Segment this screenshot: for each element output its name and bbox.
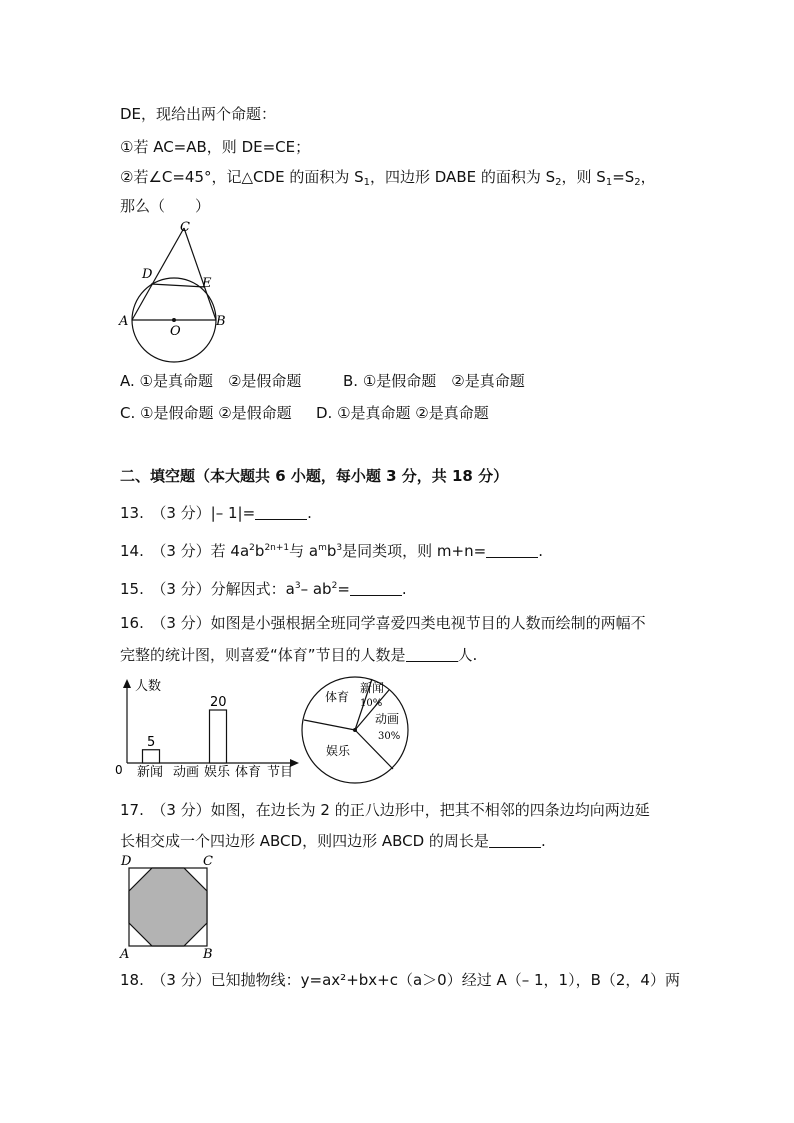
q15: 15. （3 分）分解因式：$a^3-$ $ab^2=$ .	[120, 580, 407, 598]
label-a: A	[119, 314, 129, 329]
bar-chart	[115, 675, 305, 780]
q18-line-1: 18. （3 分）已知抛物线：y=ax²+bx+c（a＞0）经过 A（– 1，1），B（2，4）两	[120, 971, 680, 989]
octagon	[129, 868, 207, 946]
q12-proposition-2: ②若∠C=45°，记△CDE 的面积为 $S_1$，四边形 DABE 的面积为 $S_2$，则 $S_1=S_2$，	[120, 168, 656, 188]
q17-line-2: 长相交成一个四边形 ABCD，则四边形 ABCD 的周长是 .	[120, 832, 546, 850]
section-heading: 二、填空题（本大题共 6 小题，每小题 3 分，共 18 分）	[120, 467, 509, 485]
bar	[210, 710, 227, 763]
center-o	[172, 318, 176, 322]
origin-label: 0	[115, 763, 123, 777]
q14: 14. （3 分）若 $4a^2b^{2n+1}$与 $a^mb^3$是同类项，则 m+n= .	[120, 542, 543, 560]
label-c: C	[203, 854, 213, 869]
label-a: A	[120, 947, 130, 962]
pie-value-news: 10%	[360, 698, 383, 709]
answer-blank[interactable]	[350, 581, 402, 596]
x-tick-label: 体育	[235, 765, 262, 780]
q17-line-1: 17. （3 分）如图，在边长为 2 的正八边形中，把其不相邻的四条边均向两边延	[120, 801, 650, 819]
answer-blank[interactable]	[489, 833, 541, 848]
pie-chart	[300, 675, 410, 785]
q12-continuation: DE，现给出两个命题：	[120, 105, 277, 123]
q16-line-2: 完整的统计图，则喜爱“体育”节目的人数是 人.	[120, 646, 478, 664]
label-o: O	[170, 324, 181, 339]
q12-option-d: D. ①是真命题 ②是真命题	[316, 404, 489, 422]
label-d: D	[142, 267, 153, 282]
answer-blank[interactable]	[486, 543, 538, 558]
bar-data-label: 20	[210, 695, 227, 710]
label-d: D	[121, 854, 132, 869]
pie-label-news: 新闻	[360, 681, 385, 695]
pie-center	[353, 728, 357, 732]
q16-line-1: 16. （3 分）如图是小强根据全班同学喜爱四类电视节目的人数而绘制的两幅不	[120, 614, 646, 632]
x-tick-label: 新闻	[137, 765, 164, 780]
label-b: B	[216, 314, 226, 329]
octagon-figure	[115, 852, 220, 960]
bar-data-label: 5	[147, 734, 156, 750]
answer-blank[interactable]	[255, 505, 307, 520]
x-axis-label: 节目	[267, 765, 294, 780]
label-b: B	[203, 947, 213, 962]
pie-label-sports: 体育	[325, 690, 350, 704]
q13: 13. （3 分）|– 1|= .	[120, 504, 312, 522]
q12-then: 那么（ ）	[120, 197, 211, 215]
pie-label-entertainment: 娱乐	[326, 744, 351, 758]
pie-label-animation: 动画	[375, 712, 400, 726]
x-tick-label: 娱乐	[204, 765, 231, 780]
q12-option-b: B. ①是假命题 ②是真命题	[343, 372, 525, 390]
segment-cb	[184, 228, 216, 320]
q12-circle-figure	[110, 215, 240, 365]
y-axis-arrow	[123, 679, 131, 688]
q12-option-a: A. ①是真命题 ②是假命题	[120, 372, 302, 390]
bar	[143, 750, 160, 763]
segment-ac	[132, 228, 184, 320]
q12-option-c: C. ①是假命题 ②是假命题	[120, 404, 292, 422]
label-e: E	[202, 276, 212, 291]
answer-blank[interactable]	[406, 647, 458, 662]
label-c: C	[180, 220, 190, 235]
q12-proposition-1: ①若 AC=AB，则 DE=CE；	[120, 138, 311, 156]
x-tick-label: 动画	[173, 765, 200, 780]
pie-value-animation: 30%	[378, 731, 401, 742]
y-axis-label: 人数	[135, 679, 162, 694]
